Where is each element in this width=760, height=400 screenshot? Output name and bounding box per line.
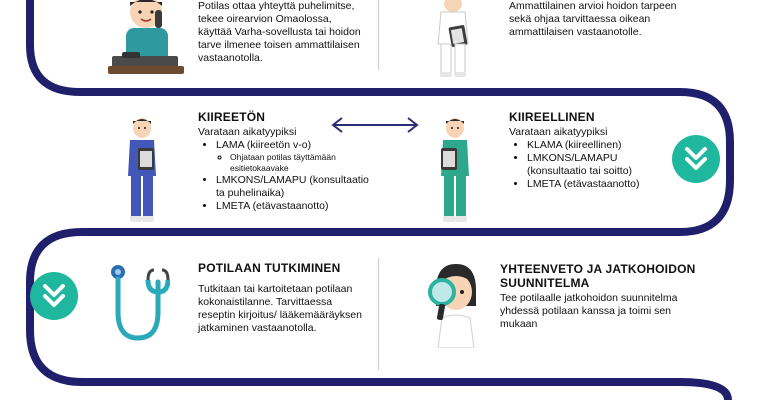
nurse-clipboard-icon	[428, 0, 478, 80]
top-right-description: Ammattilainen arvioi hoidon tarpeen sekä ohjaa tarvittaessa oikean ammattilaisen vastaanotolle.	[509, 0, 677, 38]
divider-top	[378, 0, 379, 70]
kiireellinen-block	[509, 111, 674, 191]
kiireeton-title: KIIREETÖN	[198, 110, 266, 124]
kiireeton-list	[198, 139, 373, 213]
yhteenveto-title: YHTEENVETO JA JATKOHOIDON SUUNNITELMA	[500, 262, 696, 290]
double-arrow-icon	[330, 116, 420, 134]
kiireeton-item-lama-label: LAMA (kiireetön v-o)	[216, 139, 312, 151]
kiireellinen-title: KIIREELLINEN	[509, 110, 595, 124]
divider-bottom	[378, 258, 379, 370]
nurse-blue-icon	[124, 116, 160, 226]
kiireeton-intro: Varataan aikatyypiksi	[198, 126, 297, 138]
kiireeton-sublist	[216, 152, 373, 174]
magnifier-person-icon	[424, 262, 486, 348]
double-chevron-down-icon	[672, 135, 720, 183]
stethoscope-icon	[104, 262, 170, 348]
kiireeton-item-lmeta: • LMETA (etävastaanotto)	[216, 200, 373, 213]
kiireeton-subitem: ◦ Ohjataan potilas täyttämään esitietokaavake	[230, 152, 373, 174]
kiireeton-item-lama	[216, 139, 373, 174]
nurse-green-icon	[437, 116, 473, 226]
top-left-description: Potilas ottaa yhteyttä puhelimitse, tekee oirearvion Omaolossa, käyttää Varha-sovellusta tai hoidon tarve ilmenee toisen ammattilaisen vastaanotolla.	[198, 0, 361, 64]
yhteenveto-block	[500, 262, 705, 331]
tutkiminen-block	[198, 262, 368, 335]
kiireellinen-list	[509, 139, 674, 191]
yhteenveto-text: Tee potilaalle jatkohoidon suunnitelma yhdessä potilaan kanssa ja toimi sen mukaan	[500, 292, 678, 330]
kiireellinen-item-lmeta: • LMETA (etävastaanotto)	[527, 178, 674, 191]
kiireellinen-item-lmkons: • LMKONS/LAMAPU (konsultaatio tai soitto)	[527, 152, 674, 178]
kiireellinen-item-klama: • KLAMA (kiireellinen)	[527, 139, 674, 152]
next-step-badge-left	[30, 272, 78, 320]
kiireeton-item-lmkons: • LMKONS/LAMAPU (konsultaatio ta puhelinaika)	[216, 174, 373, 200]
phone-person-icon	[108, 0, 188, 76]
tutkiminen-title: POTILAAN TUTKIMINEN	[198, 261, 341, 275]
kiireellinen-intro: Varataan aikatyypiksi	[509, 126, 608, 138]
double-chevron-down-icon	[30, 272, 78, 320]
next-step-badge-right	[672, 135, 720, 183]
tutkiminen-text: Tutkitaan tai kartoitetaan potilaan kokonaistilanne. Tarvittaessa reseptin kirjoitus/ lääkemääräyksen jatkaminen vastaanotolla.	[198, 283, 362, 334]
